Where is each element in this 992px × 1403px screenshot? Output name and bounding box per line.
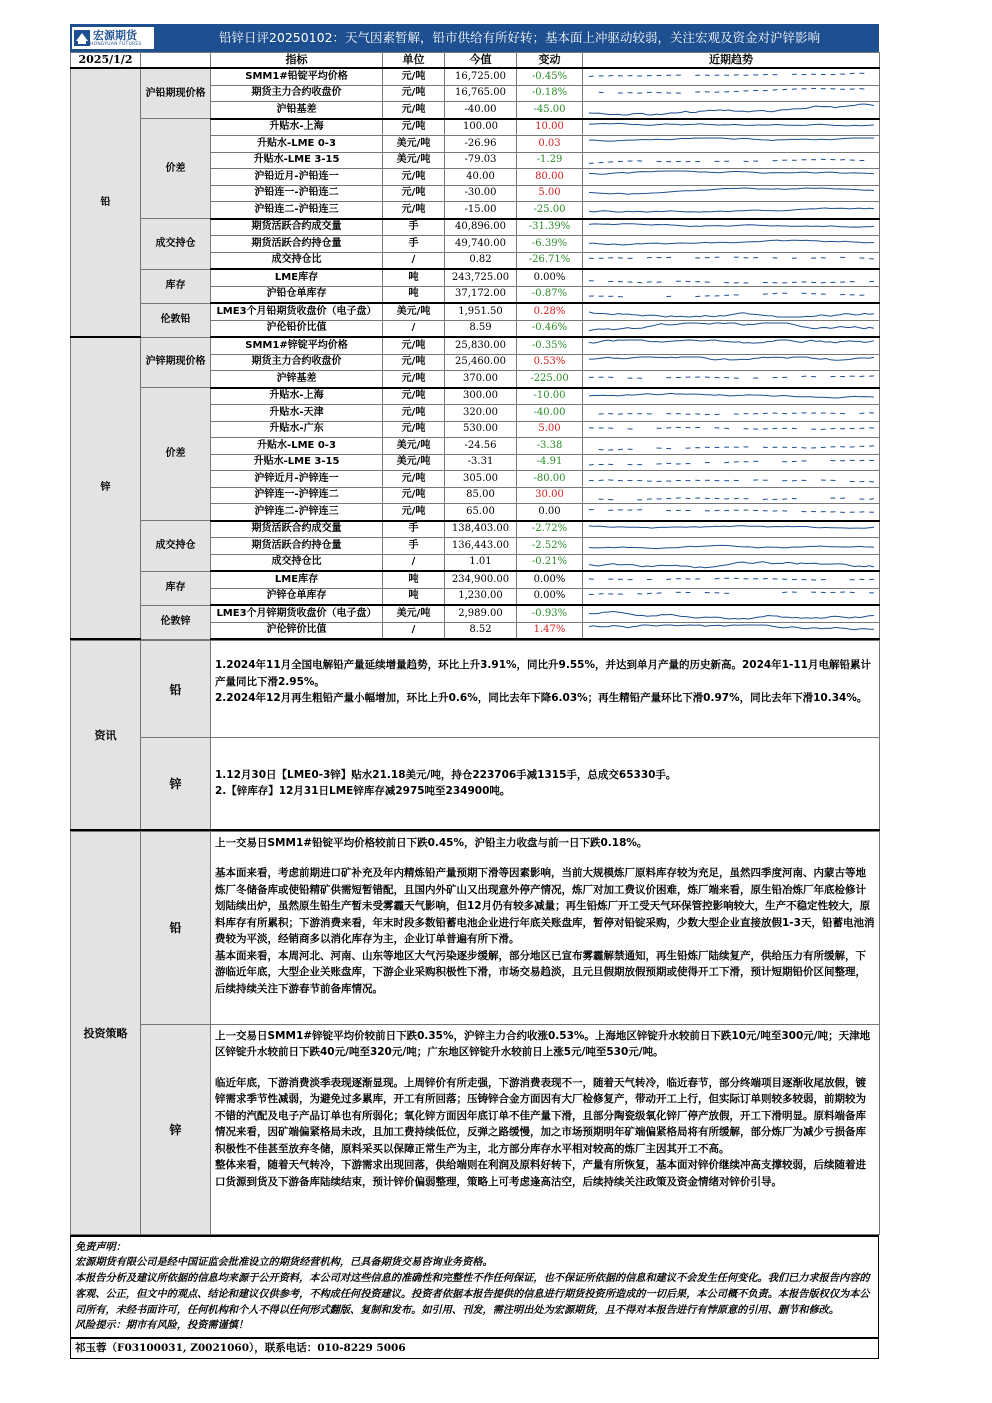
sparkline-segment	[869, 446, 874, 447]
value-cell: 37,172.00	[445, 286, 517, 303]
change-cell: -31.39%	[517, 219, 583, 236]
value-cell: -24.56	[445, 438, 517, 455]
change-cell: -0.87%	[517, 286, 583, 303]
blank-header	[141, 53, 211, 69]
value-cell: 1,230.00	[445, 588, 517, 605]
group-label: 沪铅期现价格	[141, 68, 211, 119]
indicator-name: 升贴水-LME 0-3	[211, 438, 383, 455]
sparkline	[585, 422, 878, 437]
sparkline-segment	[773, 89, 778, 90]
change-cell: 5.00	[517, 421, 583, 438]
news-section	[70, 640, 880, 831]
trend-cell	[583, 269, 880, 286]
indicator-name: 沪锌仓单库存	[211, 588, 383, 605]
indicator-name: LME库存	[211, 571, 383, 588]
sparkline-segment	[715, 579, 720, 580]
news-zinc-line: 2.【锌库存】12月31日LME锌库存减2975吨至234900吨。	[215, 785, 511, 798]
unit-cell: 元/吨	[383, 185, 445, 202]
unit-cell: 吨	[383, 588, 445, 605]
group-label: 库存	[141, 269, 211, 303]
sparkline	[585, 202, 878, 217]
change-cell: -26.71%	[517, 252, 583, 269]
unit-cell: 元/吨	[383, 85, 445, 102]
sparkline	[585, 572, 878, 587]
table-row	[71, 269, 880, 286]
trend-cell	[583, 554, 880, 571]
indicator-name: 期货活跃合约成交量	[211, 521, 383, 538]
sparkline-line	[589, 171, 874, 174]
unit-cell: /	[383, 252, 445, 269]
unit-cell: 元/吨	[383, 371, 445, 388]
unit-cell: 元/吨	[383, 471, 445, 488]
sparkline-line	[589, 312, 874, 317]
news-lead-content	[211, 641, 880, 738]
change-cell: 0.03	[517, 136, 583, 153]
indicator-name: LME3个月锌期货收盘价（电子盘）	[211, 605, 383, 622]
report-header	[70, 24, 879, 52]
sparkline	[585, 253, 878, 268]
change-cell: -25.00	[517, 202, 583, 219]
sparkline-line	[589, 240, 874, 245]
sparkline-line	[589, 138, 874, 141]
sparkline-line	[589, 188, 874, 194]
trend-cell	[583, 219, 880, 236]
trend-cell	[583, 102, 880, 119]
sparkline	[585, 589, 878, 604]
unit-cell: 手	[383, 219, 445, 236]
value-cell: 530.00	[445, 421, 517, 438]
sparkline	[585, 69, 878, 84]
trend-cell	[583, 85, 880, 102]
sparkline-line	[589, 357, 874, 360]
sparkline	[585, 270, 878, 285]
change-cell: -40.00	[517, 405, 583, 422]
trend-cell	[583, 252, 880, 269]
value-cell: 100.00	[445, 119, 517, 136]
sparkline	[585, 488, 878, 503]
news-lead-line: 2.2024年12月再生粗铅产量小幅增加，环比上升0.6%，同比去年下降6.03%；再生精铅产量环比下滑0.97%，同比去年下滑10.34%。	[215, 692, 868, 704]
trend-cell	[583, 588, 880, 605]
value-cell: 85.00	[445, 487, 517, 504]
unit-cell: 吨	[383, 571, 445, 588]
table-row	[71, 219, 880, 236]
sparkline	[585, 438, 878, 453]
sparkline	[585, 538, 878, 553]
value-cell: 16,765.00	[445, 85, 517, 102]
group-label: 成交持仓	[141, 219, 211, 270]
value-cell: -26.96	[445, 136, 517, 153]
indicator-name: 沪铅基差	[211, 102, 383, 119]
trend-cell	[583, 421, 880, 438]
sparkline-line	[589, 625, 874, 630]
trend-header: 近期趋势	[583, 53, 880, 69]
value-cell: -15.00	[445, 202, 517, 219]
trend-cell	[583, 169, 880, 186]
strategy-lead-para: 基本面来看，考虑前期进口矿补充及年内精炼铅产量预期下滑等因素影响，当前大规模炼厂原料库存较为充足，虽然四季度河南、内蒙古等地炼厂冬储备库或使铅精矿供需短暂错配，且国内外矿山又出现意外停产情况，炼厂对加工费议价困难，炼厂端来看，原生铅冶炼厂年底检修计划陆续出炉，虽然原生铅生产暂未受雾霾天气影响，但12月仍有较多减量；再生铅炼厂开工受天气环保管控影响较大，生产不稳定性较大，原料库存有所累积；下游消费来看，年末时段多数铅蓄电池企业进行年底关账盘库，暂停对铅锭采购，少数大型企业直接放假1-3天，铅蓄电池消费较为平淡，经销商多以消化库存为主，企业订单普遍有所下滑。	[215, 867, 875, 945]
indicator-name: 沪铅仓单库存	[211, 286, 383, 303]
news-title: 资讯	[71, 641, 141, 830]
value-cell: 136,443.00	[445, 538, 517, 555]
sparkline-segment	[715, 510, 720, 511]
sparkline-line	[589, 525, 874, 528]
sparkline-segment	[618, 450, 623, 451]
unit-cell: 元/吨	[383, 102, 445, 119]
indicator-name: 升贴水-LME 3-15	[211, 454, 383, 471]
market-data-table	[70, 52, 880, 640]
group-label: 沪锌期现价格	[141, 337, 211, 388]
trend-cell	[583, 185, 880, 202]
change-cell: -0.46%	[517, 320, 583, 337]
strategy-title: 投资策略	[71, 831, 141, 1234]
group-label: 伦敦铅	[141, 303, 211, 337]
unit-cell: 美元/吨	[383, 454, 445, 471]
logo-text: 宏源期货	[93, 28, 137, 42]
unit-cell: 吨	[383, 269, 445, 286]
unit-cell: 元/吨	[383, 119, 445, 136]
strategy-lead-para: 基本面来看，本周河北、河南、山东等地区大气污染逐步缓解，部分地区已宣布雾霾解禁通知，再生铅炼厂陆续复产，供给压力有所缓解，下游临近年底，大型企业关账盘库，下游企业采购积极性下滑，市场交易趋淡，且元旦假期放假预期或使得开工下滑，预计短期铅价区间整理，后续持续关注下游春节前备库情况。	[215, 949, 866, 995]
sparkline-line	[589, 323, 874, 331]
strategy-zinc-content	[211, 1024, 880, 1234]
sparkline	[585, 522, 878, 537]
change-cell: -225.00	[517, 371, 583, 388]
disclaimer-line: 宏源期货有限公司是经中国证监会批准设立的期货经营机构，已具备期货交易咨询业务资格。	[75, 1257, 493, 1269]
unit-cell: 美元/吨	[383, 136, 445, 153]
indicator-name: 沪锌连一-沪锌连二	[211, 487, 383, 504]
indicator-name: LME库存	[211, 269, 383, 286]
indicator-name: 沪伦锌价比值	[211, 622, 383, 639]
change-cell: -0.93%	[517, 605, 583, 622]
unit-cell: 元/吨	[383, 388, 445, 405]
value-header: 今值	[445, 53, 517, 69]
indicator-name: SMM1#铅锭平均价格	[211, 68, 383, 85]
sparkline	[585, 623, 878, 638]
sparkline-segment	[724, 462, 729, 463]
news-zinc-line: 1.12月30日【LME0-3锌】贴水21.18美元/吨，持仓223706手减1315手，总成交65330手。	[215, 768, 677, 781]
trend-cell	[583, 438, 880, 455]
date-header: 2025/1/2	[71, 53, 141, 69]
sparkline-segment	[869, 482, 874, 483]
table-row	[71, 571, 880, 588]
table-row	[71, 303, 880, 320]
table-row	[71, 388, 880, 405]
value-cell: 40.00	[445, 169, 517, 186]
value-cell: 8.52	[445, 622, 517, 639]
sparkline	[585, 455, 878, 470]
value-cell: 25,460.00	[445, 354, 517, 371]
disclaimer-title: 免责声明：	[75, 1241, 126, 1253]
indicator-name: 升贴水-天津	[211, 405, 383, 422]
group-label: 成交持仓	[141, 521, 211, 572]
table-row	[71, 337, 880, 354]
strategy-lead-content	[211, 831, 880, 1024]
sparkline	[585, 120, 878, 135]
sparkline	[585, 86, 878, 101]
sparkline	[585, 153, 878, 168]
value-cell: -79.03	[445, 152, 517, 169]
group-label: 伦敦锌	[141, 605, 211, 639]
group-label: 价差	[141, 388, 211, 521]
unit-cell: 手	[383, 521, 445, 538]
strategy-zinc-para: 整体来看，随着天气转冷，下游需求出现回落，供给端则在利润及原料好转下，产量有所恢复，基本面对锌价继续冲高支撑较弱，后续随着进口货源到货及下游备库陆续结束，预计锌价偏弱整理，策略上可考虑逢高沽空，后续持续关注政策及资金情绪对锌价引导。	[215, 1159, 866, 1188]
sparkline	[585, 338, 878, 353]
sparkline	[585, 220, 878, 235]
trend-cell	[583, 152, 880, 169]
sparkline-line	[589, 223, 874, 226]
change-cell: -0.35%	[517, 337, 583, 354]
report-page	[70, 24, 879, 1359]
unit-cell: 元/吨	[383, 169, 445, 186]
value-cell: 16,725.00	[445, 68, 517, 85]
unit-cell: /	[383, 320, 445, 337]
indicator-name: 升贴水-上海	[211, 388, 383, 405]
sparkline	[585, 169, 878, 184]
sparkline-line	[589, 561, 874, 567]
group-label: 价差	[141, 119, 211, 219]
indicator-name: 期货活跃合约持仓量	[211, 538, 383, 555]
table-header-row	[71, 53, 880, 69]
value-cell: 370.00	[445, 371, 517, 388]
change-header: 变动	[517, 53, 583, 69]
sparkline	[585, 471, 878, 486]
sparkline	[585, 236, 878, 251]
sparkline	[585, 186, 878, 201]
unit-cell: 元/吨	[383, 504, 445, 521]
report-title: 铅锌日评20250102：天气因素暂解，铅市供给有所好转；基本面上冲驱动较弱，关注宏观及资金对沪锌影响	[218, 30, 821, 45]
news-zinc-label: 锌	[141, 738, 211, 830]
unit-cell: 元/吨	[383, 405, 445, 422]
sparkline	[585, 555, 878, 570]
trend-cell	[583, 454, 880, 471]
value-cell: 234,900.00	[445, 571, 517, 588]
change-cell: -1.29	[517, 152, 583, 169]
disclaimer-line: 本报告分析及建议所依据的信息均来源于公开资料，本公司对这些信息的准确性和完整性不作任何保证，也不保证所依据的信息和建议不会发生任何变化。我们已力求报告内容的客观、公正，但文中的观点、结论和建议仅供参考，不构成任何投资建议。投资者依据本报告提供的信息进行期货投资所造成的一切后果，本公司概不负责。本报告版权仅为本公司所有，未经书面许可，任何机构和个人不得以任何形式翻版、复制和发布。如引用、刊发，需注明出处为宏源期货，且不得对本报告进行有悖原意的引用、删节和修改。	[75, 1273, 870, 1316]
trend-cell	[583, 521, 880, 538]
strategy-lead-para: 上一交易日SMM1#铅锭平均价格较前日下跌0.45%，沪铅主力收盘与前一日下跌0.18%。	[215, 836, 648, 849]
trend-cell	[583, 303, 880, 320]
indicator-name: 沪锌基差	[211, 371, 383, 388]
trend-cell	[583, 405, 880, 422]
trend-cell	[583, 202, 880, 219]
change-cell: -0.18%	[517, 85, 583, 102]
indicator-name: 沪铅近月-沪铅连一	[211, 169, 383, 186]
sparkline-line	[589, 612, 874, 620]
change-cell: -10.00	[517, 388, 583, 405]
unit-header: 单位	[383, 53, 445, 69]
sparkline-line	[589, 123, 874, 126]
change-cell: -0.21%	[517, 554, 583, 571]
company-logo	[72, 27, 154, 49]
change-cell: -6.39%	[517, 236, 583, 253]
change-cell: 0.53%	[517, 354, 583, 371]
trend-cell	[583, 236, 880, 253]
indicator-name: 期货活跃合约持仓量	[211, 236, 383, 253]
indicator-name: 期货活跃合约成交量	[211, 219, 383, 236]
value-cell: 2,989.00	[445, 605, 517, 622]
change-cell: -4.91	[517, 454, 583, 471]
trend-cell	[583, 354, 880, 371]
value-cell: 49,740.00	[445, 236, 517, 253]
sparkline	[585, 389, 878, 404]
indicator-name: 期货主力合约收盘价	[211, 354, 383, 371]
value-cell: 8.59	[445, 320, 517, 337]
indicator-name: 沪铅连一-沪铅连二	[211, 185, 383, 202]
indicator-name: 沪铅连二-沪铅连三	[211, 202, 383, 219]
strategy-zinc-para: 临近年底，下游消费淡季表现逐渐显现。上周锌价有所走强，下游消费表现不一，随着天气转冷，临近春节，部分终端项目逐渐收尾放假，镀锌需求季节性减弱，为避免过多累库，开工有所回落；压铸锌合金方面因有大厂检修复产，带动开工上行，但实际订单则较多较弱，前期较为不错的汽配及电子产品订单也有所弱化；氧化锌方面因年底订单不佳产量下滑，且部分陶瓷级氧化锌厂停产放假，开工下滑明显。原料端备库情况来看，因矿端偏紧格局未改，且加工费持续低位，反弹之路缓慢，加之市场预期明年矿端偏紧格局将有所缓解，部分炼厂为减少亏损备库积极性不佳甚至放弃冬储，原料采买以保障正常生产为主，北方部分库存水平相对较高的炼厂主因其开工不高。	[215, 1076, 866, 1155]
change-cell: -80.00	[517, 471, 583, 488]
change-cell: 0.28%	[517, 303, 583, 320]
trend-cell	[583, 538, 880, 555]
strategy-zinc-label: 锌	[141, 1024, 211, 1234]
change-cell: 30.00	[517, 487, 583, 504]
unit-cell: 元/吨	[383, 487, 445, 504]
sparkline	[585, 355, 878, 370]
trend-cell	[583, 388, 880, 405]
trend-cell	[583, 286, 880, 303]
value-cell: 138,403.00	[445, 521, 517, 538]
unit-cell: 美元/吨	[383, 152, 445, 169]
change-cell: -2.52%	[517, 538, 583, 555]
indicator-name: 沪锌连二-沪锌连三	[211, 504, 383, 521]
value-cell: 0.82	[445, 252, 517, 269]
sparkline	[585, 371, 878, 386]
logo-subtitle: HONGYUAN FUTURES	[90, 41, 142, 47]
analyst-contact: 祁玉蓉（F03100031, Z0021060），联系电话：010-8229 5006	[70, 1337, 879, 1359]
change-cell: -3.38	[517, 438, 583, 455]
trend-cell	[583, 136, 880, 153]
sparkline-line	[589, 393, 874, 398]
indicator-name: SMM1#锌锭平均价格	[211, 337, 383, 354]
trend-cell	[583, 571, 880, 588]
news-lead-line: 1.2024年11月全国电解铅产量延续增量趋势，环比上升3.91%，同比升9.55%，并达到单月产量的历史新高。2024年1-11月电解铅累计产量同比下滑2.95%。	[215, 659, 871, 688]
value-cell: 65.00	[445, 504, 517, 521]
unit-cell: 手	[383, 236, 445, 253]
indicator-name: 沪锌近月-沪锌连一	[211, 471, 383, 488]
change-cell: -45.00	[517, 102, 583, 119]
sparkline	[585, 136, 878, 151]
unit-cell: 元/吨	[383, 202, 445, 219]
indicator-name: 期货主力合约收盘价	[211, 85, 383, 102]
metal-section-label: 锌	[71, 337, 141, 639]
indicator-name: 升贴水-LME 3-15	[211, 152, 383, 169]
sparkline	[585, 405, 878, 420]
change-cell: 10.00	[517, 119, 583, 136]
trend-cell	[583, 605, 880, 622]
disclaimer-line: 风险提示：期市有风险，投资需谨慎！	[75, 1320, 249, 1332]
trend-cell	[583, 68, 880, 85]
metal-section-label: 铅	[71, 68, 141, 337]
unit-cell: /	[383, 554, 445, 571]
indicator-header: 指标	[211, 53, 383, 69]
disclaimer	[70, 1235, 879, 1338]
sparkline	[585, 102, 878, 117]
sparkline	[585, 321, 878, 336]
unit-cell: 元/吨	[383, 68, 445, 85]
indicator-name: LME3个月铅期货收盘价（电子盘）	[211, 303, 383, 320]
value-cell: -3.31	[445, 454, 517, 471]
news-lead-label: 铅	[141, 641, 211, 738]
change-cell: -0.45%	[517, 68, 583, 85]
value-cell: -40.00	[445, 102, 517, 119]
value-cell: -30.00	[445, 185, 517, 202]
news-zinc-content	[211, 738, 880, 830]
trend-cell	[583, 337, 880, 354]
sparkline	[585, 606, 878, 621]
sparkline-line	[589, 546, 874, 549]
value-cell: 320.00	[445, 405, 517, 422]
indicator-name: 升贴水-LME 0-3	[211, 136, 383, 153]
value-cell: 1,951.50	[445, 303, 517, 320]
group-label: 库存	[141, 571, 211, 605]
change-cell: -2.72%	[517, 521, 583, 538]
table-row	[71, 521, 880, 538]
change-cell: 0.00%	[517, 269, 583, 286]
sparkline-segment	[647, 282, 652, 283]
trend-cell	[583, 622, 880, 639]
strategy-section	[70, 831, 880, 1235]
change-cell: 0.00	[517, 504, 583, 521]
unit-cell: 美元/吨	[383, 438, 445, 455]
trend-cell	[583, 320, 880, 337]
value-cell: 1.01	[445, 554, 517, 571]
indicator-name: 成交持仓比	[211, 252, 383, 269]
unit-cell: 元/吨	[383, 421, 445, 438]
change-cell: 1.47%	[517, 622, 583, 639]
indicator-name: 升贴水-广东	[211, 421, 383, 438]
trend-cell	[583, 504, 880, 521]
unit-cell: 美元/吨	[383, 605, 445, 622]
unit-cell: 手	[383, 538, 445, 555]
sparkline	[585, 504, 878, 519]
sparkline-line	[589, 340, 874, 343]
trend-cell	[583, 487, 880, 504]
value-cell: 243,725.00	[445, 269, 517, 286]
indicator-name: 升贴水-上海	[211, 119, 383, 136]
sparkline	[585, 304, 878, 319]
unit-cell: 吨	[383, 286, 445, 303]
unit-cell: 元/吨	[383, 354, 445, 371]
table-row	[71, 605, 880, 622]
trend-cell	[583, 119, 880, 136]
change-cell: 0.00%	[517, 588, 583, 605]
indicator-name: 沪伦铅价比值	[211, 320, 383, 337]
unit-cell: 美元/吨	[383, 303, 445, 320]
change-cell: 80.00	[517, 169, 583, 186]
sparkline-segment	[666, 296, 671, 297]
table-row	[71, 68, 880, 85]
sparkline-line	[589, 104, 874, 115]
value-cell: 25,830.00	[445, 337, 517, 354]
change-cell: 0.00%	[517, 571, 583, 588]
sparkline-line	[589, 208, 874, 212]
logo-mark-icon	[74, 30, 90, 46]
trend-cell	[583, 471, 880, 488]
change-cell: 5.00	[517, 185, 583, 202]
value-cell: 300.00	[445, 388, 517, 405]
strategy-lead-label: 铅	[141, 831, 211, 1024]
table-row	[71, 119, 880, 136]
trend-cell	[583, 371, 880, 388]
unit-cell: 元/吨	[383, 337, 445, 354]
value-cell: 40,896.00	[445, 219, 517, 236]
sparkline	[585, 287, 878, 302]
strategy-zinc-para: 上一交易日SMM1#锌锭平均价较前日下跌0.35%，沪锌主力合约收涨0.53%。上海地区锌锭升水较前日下跌10元/吨至300元/吨；天津地区锌锭升水较前日下跌40元/吨至320元/吨；广东地区锌锭升水较前日上涨5元/吨至530元/吨。	[215, 1029, 871, 1058]
unit-cell: /	[383, 622, 445, 639]
value-cell: 305.00	[445, 471, 517, 488]
indicator-name: 成交持仓比	[211, 554, 383, 571]
